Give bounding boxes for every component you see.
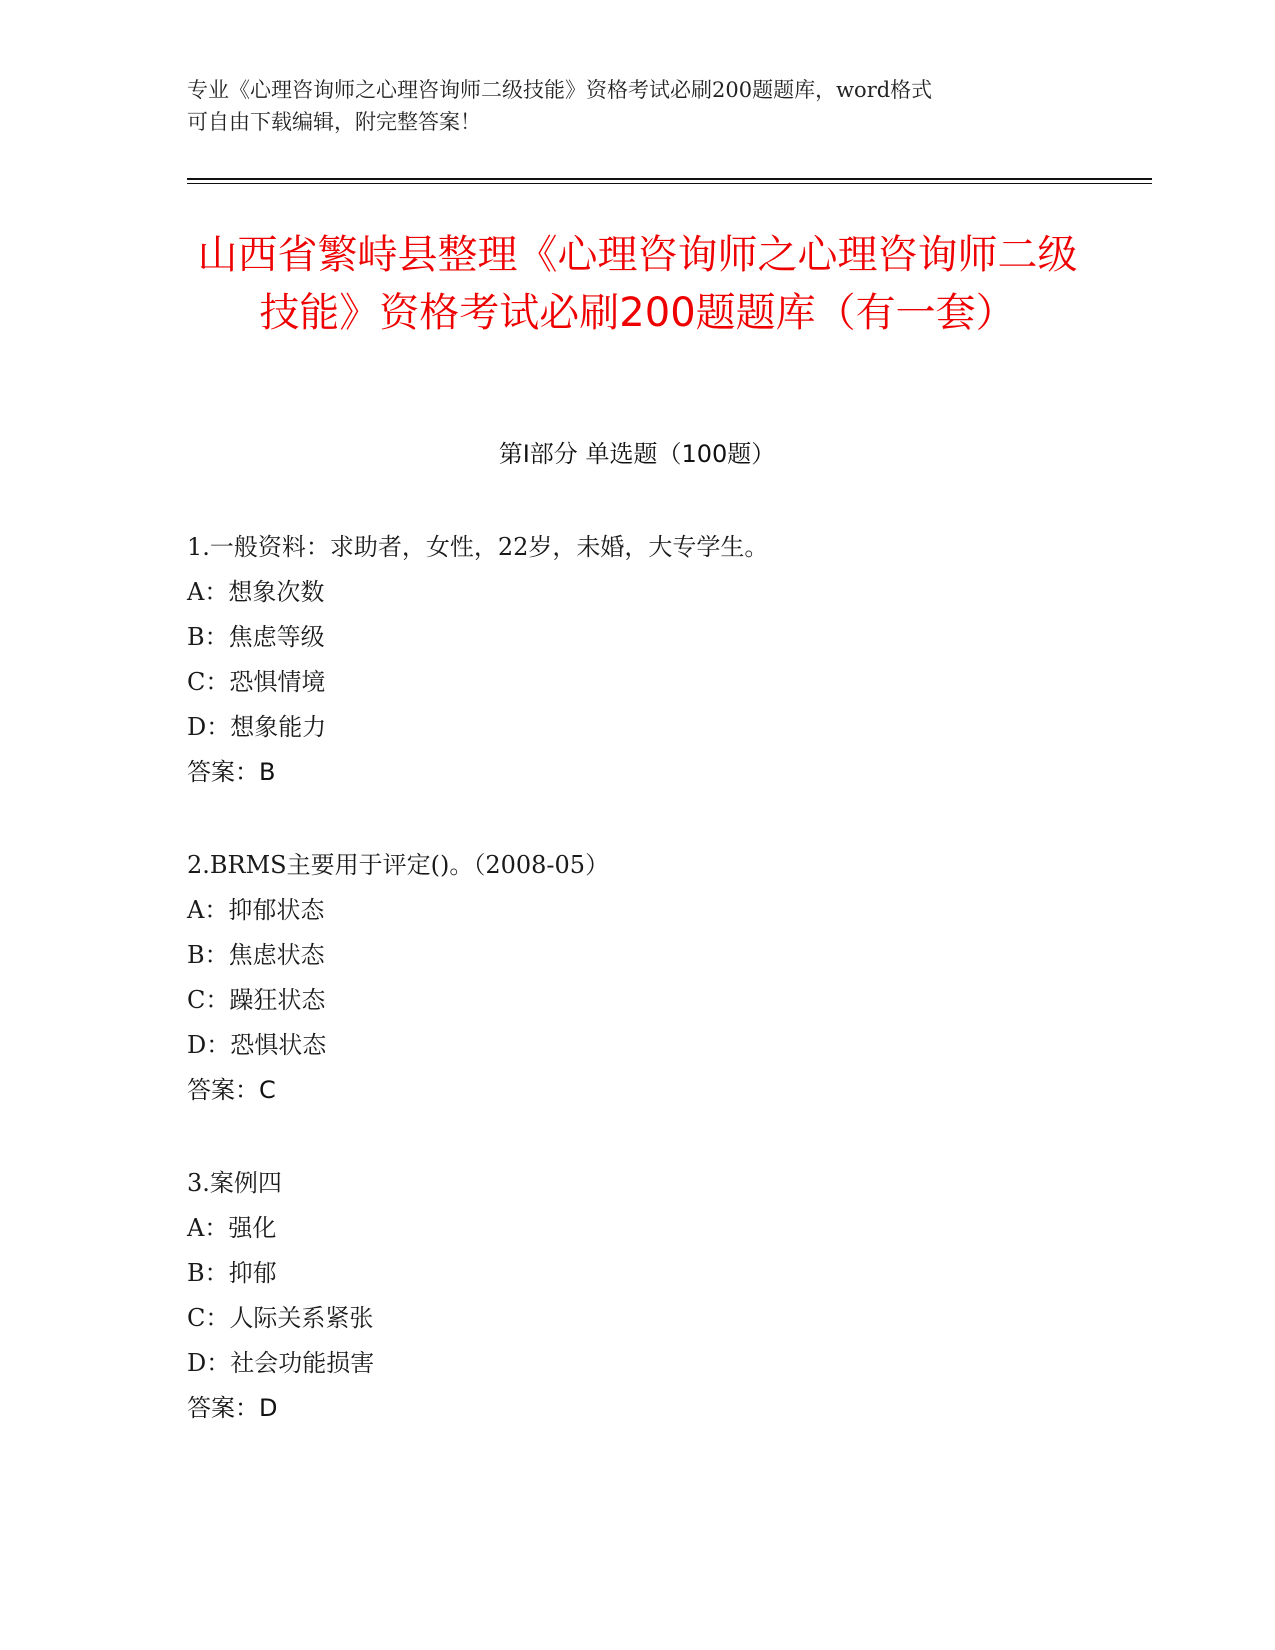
- option-b: B：焦虑等级: [187, 623, 325, 651]
- option-a: A：强化: [187, 1214, 277, 1242]
- option-a: A：想象次数: [187, 578, 325, 606]
- option-c: C：恐惧情境: [187, 668, 326, 696]
- option-d: D：恐惧状态: [187, 1031, 327, 1059]
- question-2: [187, 843, 1087, 1113]
- section-title: 第Ⅰ部分 单选题（100题）: [498, 440, 776, 468]
- answer: 答案：B: [187, 758, 276, 786]
- document-title: 山西省繁峙县整理《心理咨询师之心理咨询师二级技能》资格考试必刷200题题库（有一套）: [197, 232, 1078, 336]
- answer: 答案：D: [187, 1394, 278, 1422]
- option-c: C：躁狂状态: [187, 986, 326, 1014]
- header-divider-thick: [187, 178, 1152, 180]
- question-3: [187, 1161, 1087, 1431]
- question-stem: 3.案例四: [187, 1169, 282, 1197]
- header-note-line-1: 专业《心理咨询师之心理咨询师二级技能》资格考试必刷200题题库，word格式: [187, 78, 933, 102]
- option-b: B：抑郁: [187, 1259, 277, 1287]
- question-stem: 1.一般资料：求助者，女性，22岁，未婚，大专学生。: [187, 533, 769, 561]
- question-stem: 2.BRMS主要用于评定()。（2008-05）: [187, 851, 610, 879]
- option-a: A：抑郁状态: [187, 896, 325, 924]
- question-1: [187, 525, 1087, 795]
- header-note-line-2: 可自由下载编辑，附完整答案！: [187, 110, 481, 134]
- option-c: C：人际关系紧张: [187, 1304, 374, 1332]
- header-note: [187, 74, 1087, 138]
- header-divider-thin: [187, 183, 1152, 184]
- option-d: D：想象能力: [187, 713, 327, 741]
- answer: 答案：C: [187, 1076, 276, 1104]
- option-b: B：焦虑状态: [187, 941, 325, 969]
- option-d: D：社会功能损害: [187, 1349, 375, 1377]
